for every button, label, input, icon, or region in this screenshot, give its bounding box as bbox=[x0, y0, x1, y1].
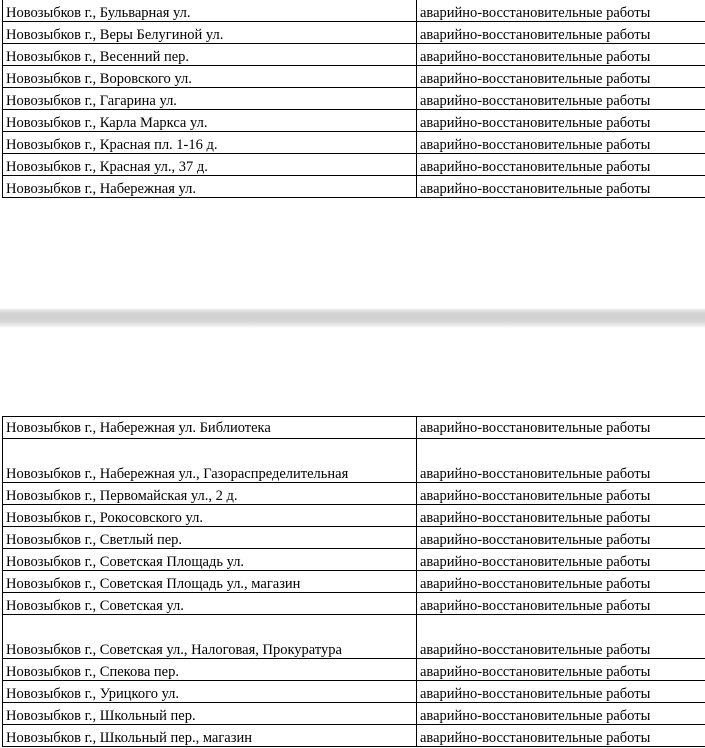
table-row bbox=[3, 725, 705, 747]
work-type-cell: аварийно-восстановительные работы bbox=[417, 549, 705, 571]
work-type-cell: аварийно-восстановительные работы bbox=[417, 22, 705, 44]
table-row bbox=[3, 132, 705, 154]
table-row bbox=[3, 527, 705, 549]
table-row bbox=[3, 439, 705, 483]
work-type-cell: аварийно-восстановительные работы bbox=[417, 110, 705, 132]
table-row bbox=[3, 88, 705, 110]
address-cell: Новозыбков г., Набережная ул., Газораспределительная bbox=[3, 439, 417, 483]
page-break-divider bbox=[0, 308, 705, 328]
work-type-cell: аварийно-восстановительные работы bbox=[417, 66, 705, 88]
address-cell: Новозыбков г., Набережная ул. Библиотека bbox=[3, 417, 417, 439]
address-cell: Новозыбков г., Воровского ул. bbox=[3, 66, 417, 88]
table-row bbox=[3, 154, 705, 176]
table-row bbox=[3, 110, 705, 132]
address-cell: Новозыбков г., Спекова пер. bbox=[3, 659, 417, 681]
work-type-cell: аварийно-восстановительные работы bbox=[417, 132, 705, 154]
table-row bbox=[3, 44, 705, 66]
work-type-cell: аварийно-восстановительные работы bbox=[417, 703, 705, 725]
work-type-cell: аварийно-восстановительные работы bbox=[417, 615, 705, 659]
table-row bbox=[3, 593, 705, 615]
work-type-cell: аварийно-восстановительные работы bbox=[417, 176, 705, 198]
work-type-cell: аварийно-восстановительные работы bbox=[417, 593, 705, 615]
table-row bbox=[3, 681, 705, 703]
address-cell: Новозыбков г., Веры Белугиной ул. bbox=[3, 22, 417, 44]
work-type-cell: аварийно-восстановительные работы bbox=[417, 44, 705, 66]
address-cell: Новозыбков г., Бульварная ул. bbox=[3, 0, 417, 22]
work-type-cell: аварийно-восстановительные работы bbox=[417, 439, 705, 483]
address-cell: Новозыбков г., Весенний пер. bbox=[3, 44, 417, 66]
address-cell: Новозыбков г., Школьный пер. bbox=[3, 703, 417, 725]
table-row bbox=[3, 703, 705, 725]
table-row bbox=[3, 417, 705, 439]
work-type-cell: аварийно-восстановительные работы bbox=[417, 527, 705, 549]
work-type-cell: аварийно-восстановительные работы bbox=[417, 681, 705, 703]
address-cell: Новозыбков г., Набережная ул. bbox=[3, 176, 417, 198]
address-cell: Новозыбков г., Советская ул., Налоговая, Прокуратура bbox=[3, 615, 417, 659]
address-cell: Новозыбков г., Советская Площадь ул. bbox=[3, 549, 417, 571]
table-row bbox=[3, 615, 705, 659]
table-row bbox=[3, 571, 705, 593]
work-type-cell: аварийно-восстановительные работы bbox=[417, 0, 705, 22]
address-cell: Новозыбков г., Первомайская ул., 2 д. bbox=[3, 483, 417, 505]
work-type-cell: аварийно-восстановительные работы bbox=[417, 571, 705, 593]
table-row bbox=[3, 659, 705, 681]
address-cell: Новозыбков г., Рокосовского ул. bbox=[3, 505, 417, 527]
table-row bbox=[3, 0, 705, 22]
table-row bbox=[3, 66, 705, 88]
address-cell: Новозыбков г., Школьный пер., магазин bbox=[3, 725, 417, 747]
outage-table-page-1 bbox=[2, 0, 705, 198]
table-row bbox=[3, 176, 705, 198]
work-type-cell: аварийно-восстановительные работы bbox=[417, 483, 705, 505]
address-cell: Новозыбков г., Карла Маркса ул. bbox=[3, 110, 417, 132]
work-type-cell: аварийно-восстановительные работы bbox=[417, 505, 705, 527]
address-cell: Новозыбков г., Светлый пер. bbox=[3, 527, 417, 549]
table-row bbox=[3, 549, 705, 571]
address-cell: Новозыбков г., Советская Площадь ул., магазин bbox=[3, 571, 417, 593]
work-type-cell: аварийно-восстановительные работы bbox=[417, 417, 705, 439]
table-row bbox=[3, 22, 705, 44]
work-type-cell: аварийно-восстановительные работы bbox=[417, 659, 705, 681]
table-row bbox=[3, 505, 705, 527]
address-cell: Новозыбков г., Красная пл. 1-16 д. bbox=[3, 132, 417, 154]
address-cell: Новозыбков г., Красная ул., 37 д. bbox=[3, 154, 417, 176]
table-row bbox=[3, 483, 705, 505]
work-type-cell: аварийно-восстановительные работы bbox=[417, 725, 705, 747]
address-cell: Новозыбков г., Урицкого ул. bbox=[3, 681, 417, 703]
work-type-cell: аварийно-восстановительные работы bbox=[417, 88, 705, 110]
work-type-cell: аварийно-восстановительные работы bbox=[417, 154, 705, 176]
address-cell: Новозыбков г., Советская ул. bbox=[3, 593, 417, 615]
outage-table-page-2 bbox=[2, 416, 705, 747]
address-cell: Новозыбков г., Гагарина ул. bbox=[3, 88, 417, 110]
